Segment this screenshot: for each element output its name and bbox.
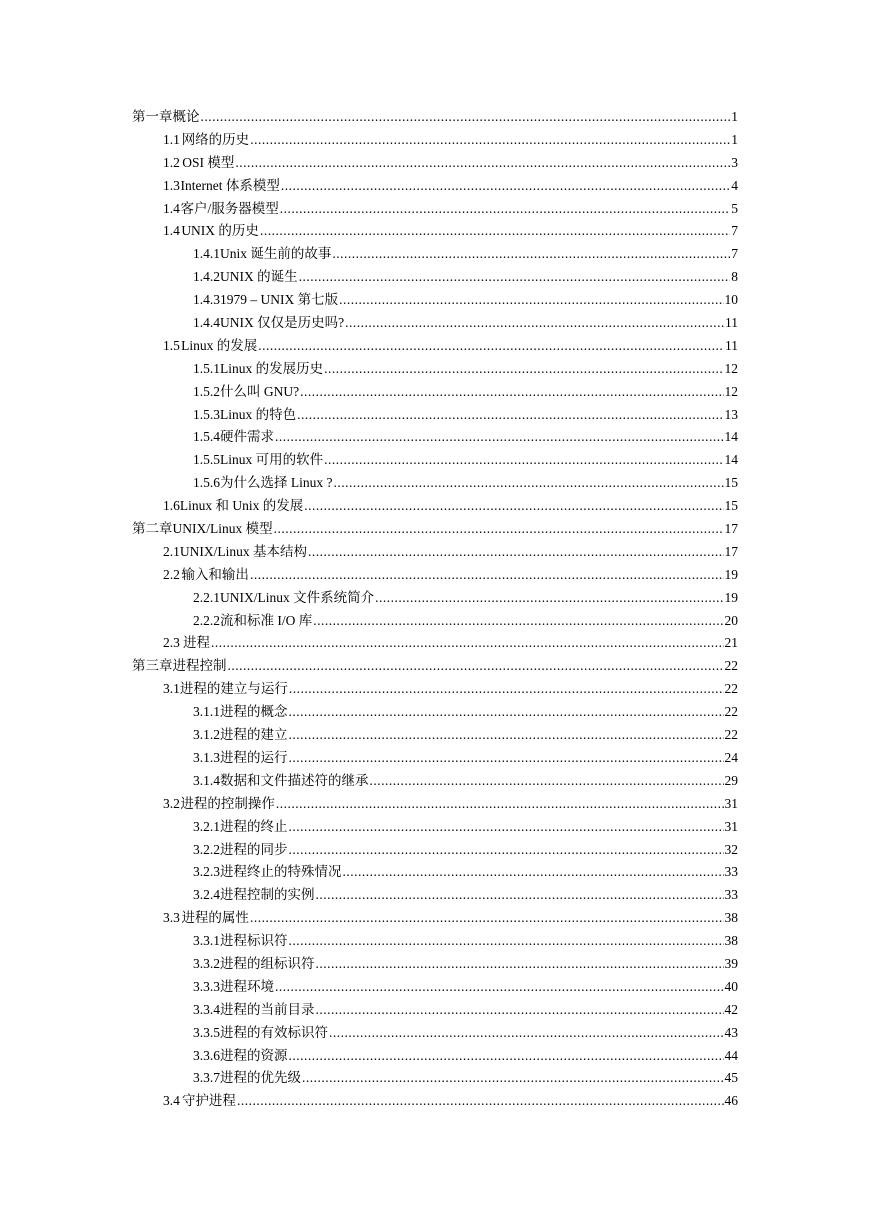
toc-entry-page: 4 (731, 177, 738, 193)
toc-entry-number: 1.6 (163, 498, 180, 514)
toc-entry-page: 38 (724, 933, 738, 949)
toc-subsection-entry[interactable] (0, 472, 870, 495)
toc-dot-leader (289, 678, 724, 701)
toc-entry-number: 3.3.2 (193, 955, 220, 971)
toc-subsection-entry[interactable] (0, 839, 870, 862)
toc-dot-leader (324, 358, 723, 381)
toc-entry-page: 42 (724, 1001, 738, 1017)
toc-entry-page: 33 (724, 887, 738, 903)
toc-section-entry[interactable] (0, 198, 870, 221)
toc-entry-page: 1 (731, 109, 738, 124)
toc-entry-number: 2.3 (163, 635, 180, 651)
toc-entry-title: Linux 的发展历史 (220, 360, 324, 376)
toc-dot-leader (308, 541, 724, 564)
toc-entry-page: 7 (731, 246, 738, 262)
toc-entry-page: 11 (725, 315, 738, 331)
toc-entry-number: 第三章 (132, 658, 173, 674)
toc-dot-leader (332, 243, 730, 266)
toc-entry-page: 17 (724, 521, 738, 537)
toc-dot-leader (289, 724, 724, 747)
toc-entry-title: UNIX/Linux 文件系统简介 (220, 589, 375, 605)
toc-entry-title: 概论 (172, 109, 200, 124)
toc-entry-title: Linux 可用的软件 (220, 452, 324, 468)
toc-entry-number: 第二章 (132, 521, 173, 537)
toc-dot-leader (201, 106, 731, 129)
toc-dot-leader (289, 701, 724, 724)
toc-entry-page: 45 (724, 1070, 738, 1086)
toc-entry-page: 11 (725, 337, 738, 353)
toc-dot-leader (235, 152, 730, 175)
toc-dot-leader (300, 381, 723, 404)
toc-subsection-entry[interactable] (0, 289, 870, 312)
toc-entry-title: 硬件需求 (220, 429, 274, 445)
toc-entry-page: 31 (724, 795, 738, 811)
toc-subsection-entry[interactable] (0, 976, 870, 999)
toc-subsection-entry[interactable] (0, 610, 870, 633)
toc-dot-leader (339, 289, 723, 312)
toc-dot-leader (297, 404, 723, 427)
toc-entry-page: 24 (724, 749, 738, 765)
toc-dot-leader (260, 220, 730, 243)
toc-dot-leader (281, 175, 730, 198)
toc-section-entry[interactable] (0, 541, 870, 564)
toc-entry-number: 3.1.4 (193, 772, 220, 788)
toc-entry-page: 38 (724, 910, 738, 926)
toc-dot-leader (250, 564, 724, 587)
toc-entry-page: 40 (724, 978, 738, 994)
toc-dot-leader (375, 587, 723, 610)
toc-entry-title: 进程的建立与运行 (179, 681, 288, 697)
toc-entry-number: 3.1.1 (193, 704, 220, 720)
toc-entry-title: 输入和输出 (181, 566, 249, 582)
toc-subsection-entry[interactable] (0, 1022, 870, 1045)
toc-entry-number: 3.1 (163, 681, 180, 697)
toc-entry-title: 进程的当前目录 (220, 1001, 315, 1017)
toc-entry-page: 17 (724, 543, 738, 559)
toc-section-entry[interactable] (0, 129, 870, 152)
toc-entry-number: 1.4.1 (193, 246, 220, 262)
toc-entry-number: 2.1 (163, 543, 180, 559)
toc-entry-number: 1.4.3 (193, 292, 220, 308)
toc-dot-leader (237, 1090, 724, 1113)
toc-dot-leader (250, 129, 730, 152)
toc-entry-number: 2.2.2 (193, 612, 220, 628)
toc-entry-number: 1.4.2 (193, 269, 220, 285)
toc-subsection-entry[interactable] (0, 587, 870, 610)
toc-entry-number: 第一章 (132, 109, 173, 124)
toc-entry-title: 客户/服务器模型 (180, 200, 279, 216)
toc-entry-page: 32 (724, 841, 738, 857)
toc-entry-title: 进程控制的实例 (220, 887, 315, 903)
toc-entry-title: 为什么选择 Linux ? (220, 475, 333, 491)
toc-entry-number: 3.3 (163, 910, 180, 926)
toc-entry-page: 22 (724, 704, 738, 720)
toc-entry-title: Internet 体系模型 (180, 177, 280, 193)
toc-entry-page: 46 (724, 1093, 738, 1109)
toc-entry-title: 进程的建立 (220, 727, 288, 743)
toc-entry-title: 进程的同步 (220, 841, 288, 857)
toc-subsection-entry[interactable] (0, 770, 870, 793)
toc-dot-leader (345, 312, 724, 335)
toc-entry-page: 3 (731, 154, 738, 170)
toc-dot-leader (370, 770, 724, 793)
toc-entry-page: 31 (724, 818, 738, 834)
toc-entry-title: 进程的终止 (220, 818, 288, 834)
toc-entry-number: 3.3.7 (193, 1070, 220, 1086)
toc-entry-title: 进程的资源 (220, 1047, 288, 1063)
toc-chapter-entry[interactable] (0, 518, 870, 541)
toc-dot-leader (324, 449, 723, 472)
toc-dot-leader (289, 816, 724, 839)
toc-entry-page: 22 (724, 658, 738, 674)
toc-subsection-entry[interactable] (0, 884, 870, 907)
toc-entry-number: 1.3 (163, 177, 180, 193)
toc-dot-leader (304, 495, 723, 518)
toc-entry-number: 1.1 (163, 131, 180, 147)
toc-entry-title: 进程的控制操作 (180, 795, 275, 811)
toc-entry-number: 3.3.4 (193, 1001, 220, 1017)
toc-dot-leader (228, 655, 724, 678)
toc-subsection-entry[interactable] (0, 426, 870, 449)
toc-entry-number: 3.2.4 (193, 887, 220, 903)
toc-subsection-entry[interactable] (0, 816, 870, 839)
toc-entry-title: 进程的属性 (181, 910, 249, 926)
toc-entry-title: 守护进程 (181, 1093, 236, 1109)
toc-subsection-entry[interactable] (0, 358, 870, 381)
toc-entry-number: 3.3.6 (193, 1047, 220, 1063)
toc-subsection-entry[interactable] (0, 701, 870, 724)
toc-entry-number: 1.4 (163, 223, 180, 239)
toc-entry-number: 3.3.1 (193, 933, 220, 949)
toc-subsection-entry[interactable] (0, 999, 870, 1022)
toc-dot-leader (275, 976, 724, 999)
toc-subsection-entry[interactable] (0, 930, 870, 953)
toc-entry-number: 1.5.6 (193, 475, 220, 491)
toc-dot-leader (250, 907, 724, 930)
toc-entry-page: 7 (731, 223, 738, 239)
toc-entry-page: 33 (724, 864, 738, 880)
toc-subsection-entry[interactable] (0, 381, 870, 404)
toc-dot-leader (289, 1045, 724, 1068)
toc-entry-number: 1.5.3 (193, 406, 220, 422)
toc-entry-title: 进程的概念 (220, 704, 288, 720)
toc-entry-number: 3.2.3 (193, 864, 220, 880)
toc-entry-title: 进程的组标识符 (220, 955, 315, 971)
toc-entry-page: 39 (724, 955, 738, 971)
toc-entry-title: 进程 (182, 635, 210, 651)
toc-subsection-entry[interactable] (0, 953, 870, 976)
toc-entry-title: 流和标准 I/O 库 (220, 612, 313, 628)
toc-entry-number: 1.5 (163, 337, 180, 353)
toc-dot-leader (316, 953, 724, 976)
toc-entry-number: 1.2 (163, 154, 180, 170)
toc-section-entry[interactable] (0, 152, 870, 175)
toc-dot-leader (299, 266, 731, 289)
toc-dot-leader (289, 747, 724, 770)
toc-entry-number: 1.5.4 (193, 429, 220, 445)
toc-entry-title: 进程终止的特殊情况 (220, 864, 342, 880)
toc-entry-page: 29 (724, 772, 738, 788)
toc-entry-number: 3.4 (163, 1093, 180, 1109)
toc-entry-page: 19 (724, 566, 738, 582)
toc-subsection-entry[interactable] (0, 724, 870, 747)
toc-entry-page: 44 (724, 1047, 738, 1063)
toc-subsection-entry[interactable] (0, 312, 870, 335)
toc-dot-leader (276, 793, 724, 816)
toc-entry-title: OSI 模型 (182, 154, 235, 170)
toc-dot-leader (274, 518, 724, 541)
toc-dot-leader (316, 884, 724, 907)
toc-entry-page: 21 (724, 635, 738, 651)
toc-entry-number: 1.4.4 (193, 315, 220, 331)
toc-dot-leader (289, 839, 724, 862)
toc-entry-page: 19 (724, 589, 738, 605)
toc-entry-title: UNIX/Linux 基本结构 (179, 543, 307, 559)
toc-subsection-entry[interactable] (0, 1045, 870, 1068)
toc-section-entry[interactable] (0, 907, 870, 930)
toc-section-entry[interactable] (0, 678, 870, 701)
toc-subsection-entry[interactable] (0, 266, 870, 289)
toc-entry-title: 进程控制 (172, 658, 227, 674)
toc-entry-number: 3.1.3 (193, 749, 220, 765)
toc-dot-leader (302, 1067, 724, 1090)
table-of-contents (0, 106, 870, 1113)
toc-dot-leader (280, 198, 730, 221)
toc-dot-leader (275, 426, 724, 449)
toc-entry-title: UNIX 的诞生 (220, 269, 298, 285)
toc-entry-number: 1.5.5 (193, 452, 220, 468)
toc-entry-page: 14 (724, 429, 738, 445)
toc-section-entry[interactable] (0, 220, 870, 243)
toc-entry-page: 8 (731, 269, 738, 285)
toc-dot-leader (334, 472, 724, 495)
toc-entry-page: 14 (724, 452, 738, 468)
toc-entry-page: 5 (731, 200, 738, 216)
toc-entry-title: 进程的运行 (220, 749, 288, 765)
toc-entry-title: 进程的有效标识符 (220, 1024, 328, 1040)
toc-section-entry[interactable] (0, 335, 870, 358)
toc-dot-leader (258, 335, 724, 358)
toc-chapter-entry[interactable] (0, 106, 870, 129)
toc-entry-title: Unix 诞生前的故事 (220, 246, 332, 262)
toc-subsection-entry[interactable] (0, 1067, 870, 1090)
toc-entry-number: 1.5.1 (193, 360, 220, 376)
toc-dot-leader (316, 999, 724, 1022)
toc-entry-title: Linux 和 Unix 的发展 (179, 498, 304, 514)
toc-entry-number: 3.2.2 (193, 841, 220, 857)
toc-section-entry[interactable] (0, 632, 870, 655)
toc-section-entry[interactable] (0, 175, 870, 198)
toc-dot-leader (343, 861, 724, 884)
toc-entry-title: 进程标识符 (220, 933, 288, 949)
toc-section-entry[interactable] (0, 564, 870, 587)
toc-section-entry[interactable] (0, 495, 870, 518)
toc-subsection-entry[interactable] (0, 449, 870, 472)
toc-dot-leader (313, 610, 723, 633)
toc-entry-title: 1979 – UNIX 第七版 (220, 292, 339, 308)
toc-entry-number: 3.2.1 (193, 818, 220, 834)
toc-subsection-entry[interactable] (0, 243, 870, 266)
toc-dot-leader (289, 930, 724, 953)
toc-entry-title: 数据和文件描述符的继承 (220, 772, 369, 788)
toc-dot-leader (211, 632, 724, 655)
toc-entry-title: UNIX/Linux 模型 (172, 521, 273, 537)
toc-subsection-entry[interactable] (0, 861, 870, 884)
toc-entry-page: 15 (724, 498, 738, 514)
toc-entry-title: UNIX 的历史 (181, 223, 259, 239)
toc-entry-page: 13 (724, 406, 738, 422)
toc-entry-page: 20 (724, 612, 738, 628)
toc-entry-page: 22 (724, 727, 738, 743)
toc-entry-title: Linux 的发展 (181, 337, 258, 353)
toc-entry-title: 网络的历史 (181, 131, 250, 147)
toc-entry-page: 15 (724, 475, 738, 491)
toc-entry-number: 3.3.5 (193, 1024, 220, 1040)
toc-entry-page: 43 (724, 1024, 738, 1040)
toc-entry-number: 3.2 (163, 795, 180, 811)
toc-entry-number: 3.3.3 (193, 978, 220, 994)
toc-subsection-entry[interactable] (0, 404, 870, 427)
toc-subsection-entry[interactable] (0, 747, 870, 770)
toc-entry-title: 什么叫 GNU? (220, 383, 300, 399)
toc-entry-title: 进程的优先级 (220, 1070, 301, 1086)
toc-entry-title: Linux 的特色 (220, 406, 297, 422)
toc-entry-page: 1 (731, 131, 738, 147)
toc-entry-number: 1.4 (163, 200, 180, 216)
toc-entry-page: 12 (724, 383, 738, 399)
toc-entry-number: 2.2 (163, 566, 180, 582)
toc-dot-leader (329, 1022, 724, 1045)
toc-entry-page: 12 (724, 360, 738, 376)
toc-entry-number: 2.2.1 (193, 589, 220, 605)
toc-entry-title: 进程环境 (220, 978, 274, 994)
toc-entry-number: 3.1.2 (193, 727, 220, 743)
toc-section-entry[interactable] (0, 1090, 870, 1113)
toc-entry-page: 10 (724, 292, 738, 308)
toc-entry-title: UNIX 仅仅是历史吗? (220, 315, 345, 331)
toc-entry-number: 1.5.2 (193, 383, 220, 399)
toc-chapter-entry[interactable] (0, 655, 870, 678)
toc-section-entry[interactable] (0, 793, 870, 816)
toc-entry-page: 22 (724, 681, 738, 697)
